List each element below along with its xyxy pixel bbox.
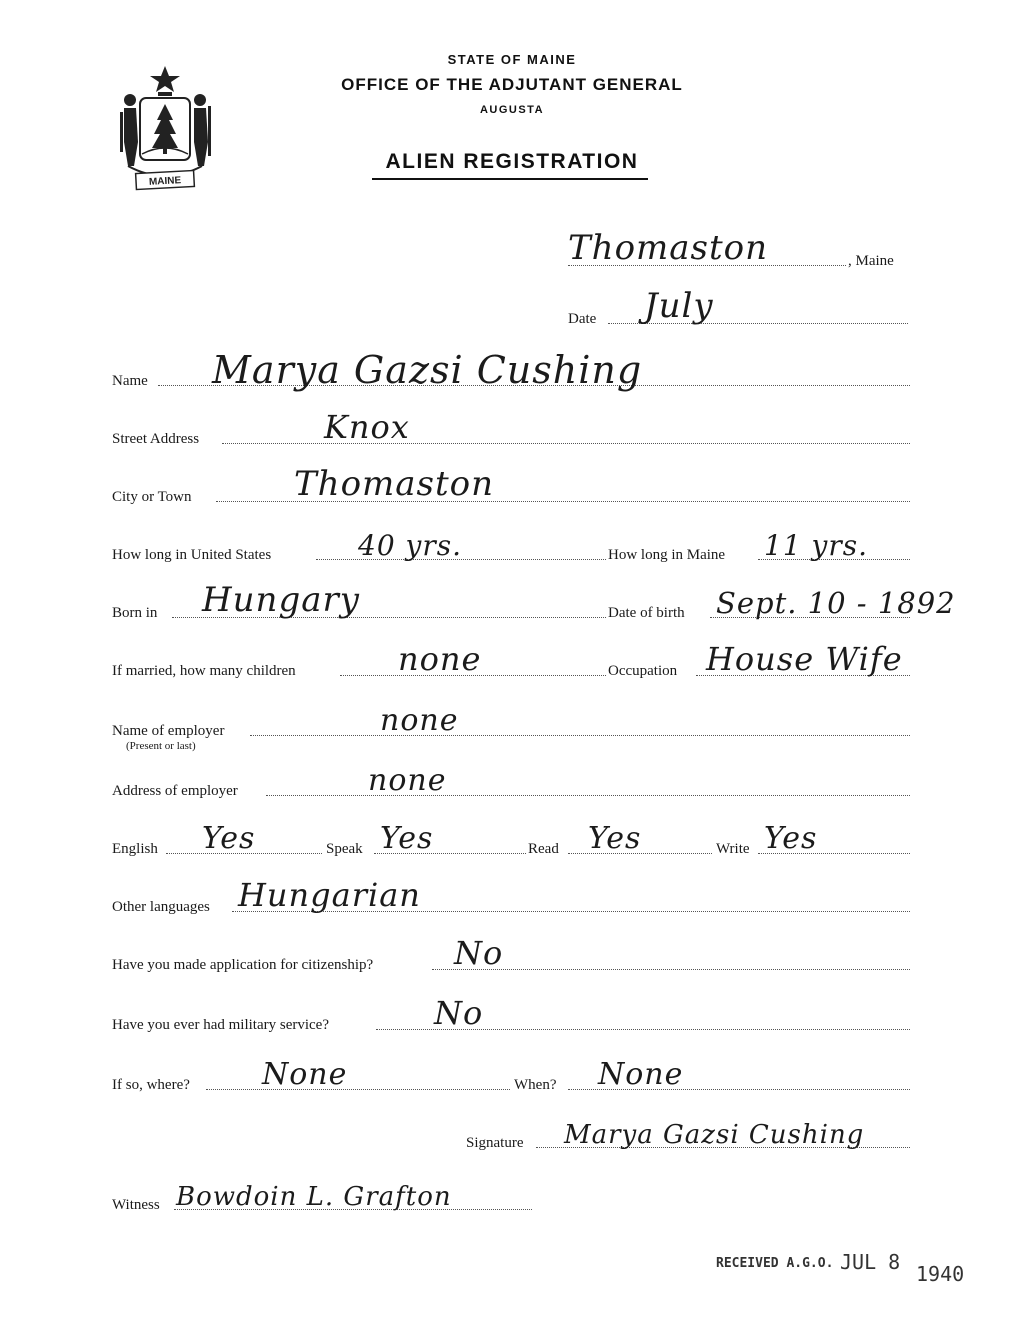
- other-languages-label: Other languages: [112, 899, 210, 915]
- date-of-birth-value: Sept. 10 - 1892: [716, 586, 956, 620]
- children-label: If married, how many children: [112, 663, 296, 679]
- maine-duration-value: 11 yrs.: [764, 529, 869, 562]
- street-value: Knox: [324, 408, 410, 446]
- city-value: Thomaston: [294, 464, 495, 504]
- city-label: City or Town: [112, 489, 192, 505]
- military-row: [112, 994, 910, 1034]
- employer-address-value: none: [368, 763, 447, 798]
- received-stamp-date: JUL 8: [840, 1250, 901, 1274]
- children-row: [112, 640, 942, 680]
- signature-value: Marya Gazsi Cushing: [564, 1120, 865, 1150]
- name-value: Marya Gazsi Cushing: [212, 348, 643, 392]
- signature-label: Signature: [466, 1135, 524, 1151]
- witness-row: [112, 1184, 532, 1214]
- location-suffix: , Maine: [848, 253, 894, 269]
- read-label: Read: [528, 841, 559, 857]
- citizenship-value: No: [454, 934, 504, 972]
- service-details-row: [112, 1057, 910, 1094]
- header-state: STATE OF MAINE: [447, 52, 577, 67]
- witness-label: Witness: [112, 1197, 160, 1213]
- street-row: [112, 408, 910, 448]
- location-town: Thomaston: [568, 228, 769, 268]
- occupation-label: Occupation: [608, 663, 678, 679]
- military-value: No: [434, 994, 484, 1032]
- other-languages-row: [112, 876, 910, 916]
- date-label: Date: [568, 311, 597, 327]
- us-duration-value: 40 yrs.: [358, 529, 463, 562]
- write-label: Write: [716, 841, 750, 857]
- seal-label: MAINE: [148, 175, 182, 188]
- witness-value: Bowdoin L. Grafton: [176, 1182, 452, 1212]
- born-in-label: Born in: [112, 605, 158, 621]
- speak-label: Speak: [326, 841, 363, 857]
- military-label: Have you ever had military service?: [112, 1017, 329, 1033]
- english-row: [112, 821, 910, 858]
- city-row: [112, 464, 910, 506]
- other-languages-value: Hungarian: [238, 876, 421, 914]
- citizenship-row: [112, 934, 910, 974]
- when-value: None: [598, 1057, 684, 1092]
- name-row: [112, 348, 910, 392]
- received-stamp: RECEIVED A.G.O.: [716, 1256, 834, 1271]
- where-label: If so, where?: [112, 1077, 190, 1093]
- employer-label: Name of employer: [112, 723, 225, 739]
- write-value: Yes: [764, 821, 818, 856]
- header-office: OFFICE OF THE ADJUTANT GENERAL: [341, 75, 683, 94]
- form-title: ALIEN REGISTRATION: [385, 150, 639, 173]
- location-row: [560, 228, 920, 270]
- date-value: July: [644, 286, 714, 326]
- duration-row: [112, 529, 910, 564]
- speak-value: Yes: [380, 821, 434, 856]
- when-label: When?: [514, 1077, 557, 1093]
- maine-duration-label: How long in Maine: [608, 547, 726, 563]
- employer-address-row: [112, 763, 910, 800]
- born-in-value: Hungary: [202, 580, 360, 620]
- employer-row: [112, 703, 910, 752]
- us-duration-label: How long in United States: [112, 547, 272, 563]
- received-stamp-year: 1940: [916, 1262, 965, 1286]
- header-city: AUGUSTA: [479, 104, 545, 116]
- date-of-birth-label: Date of birth: [608, 605, 685, 621]
- date-row: [568, 286, 910, 328]
- occupation-value: House Wife: [706, 640, 903, 678]
- english-label: English: [112, 841, 158, 857]
- english-value: Yes: [202, 821, 256, 856]
- children-value: none: [398, 640, 482, 678]
- citizenship-label: Have you made application for citizenship?: [112, 957, 374, 973]
- name-label: Name: [112, 373, 148, 389]
- where-value: None: [262, 1057, 348, 1092]
- signature-row: [466, 1122, 910, 1152]
- employer-value: none: [380, 703, 459, 738]
- employer-address-label: Address of employer: [112, 783, 238, 799]
- birth-row: [112, 580, 956, 622]
- title-underline: [372, 178, 648, 180]
- employer-sublabel: (Present or last): [126, 740, 196, 752]
- read-value: Yes: [588, 821, 642, 856]
- street-label: Street Address: [112, 431, 200, 447]
